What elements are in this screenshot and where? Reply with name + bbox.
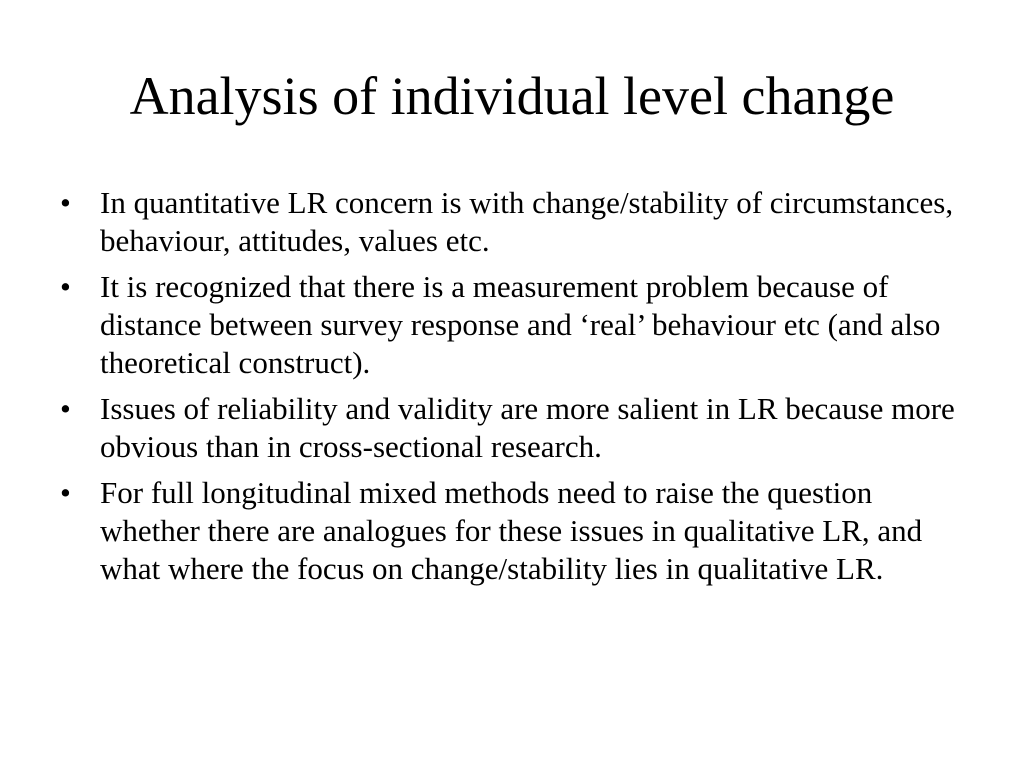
bullet-item [60, 184, 960, 260]
bullet-icon: • [60, 269, 71, 304]
bullet-item [60, 474, 960, 588]
slide-title: Analysis of individual level change [129, 66, 895, 126]
bullet-item [60, 268, 960, 382]
bullet-icon: • [60, 391, 71, 426]
bullet-list [60, 184, 960, 596]
bullet-item [60, 390, 960, 466]
bullet-text: Issues of reliability and validity are more salient in LR because more obvious than in cross-sectional research. [100, 391, 955, 464]
bullet-icon: • [60, 185, 71, 220]
bullet-text: It is recognized that there is a measurement problem because of distance between survey response and ‘real’ behaviour etc (and also theoretical construct). [100, 269, 941, 380]
bullet-icon: • [60, 475, 71, 510]
bullet-text: In quantitative LR concern is with change/stability of circumstances, behaviour, attitudes, values etc. [100, 185, 954, 258]
bullet-text: For full longitudinal mixed methods need to raise the question whether there are analogues for these issues in qualitative LR, and what where the focus on change/stability lies in qualitative LR. [100, 475, 923, 586]
